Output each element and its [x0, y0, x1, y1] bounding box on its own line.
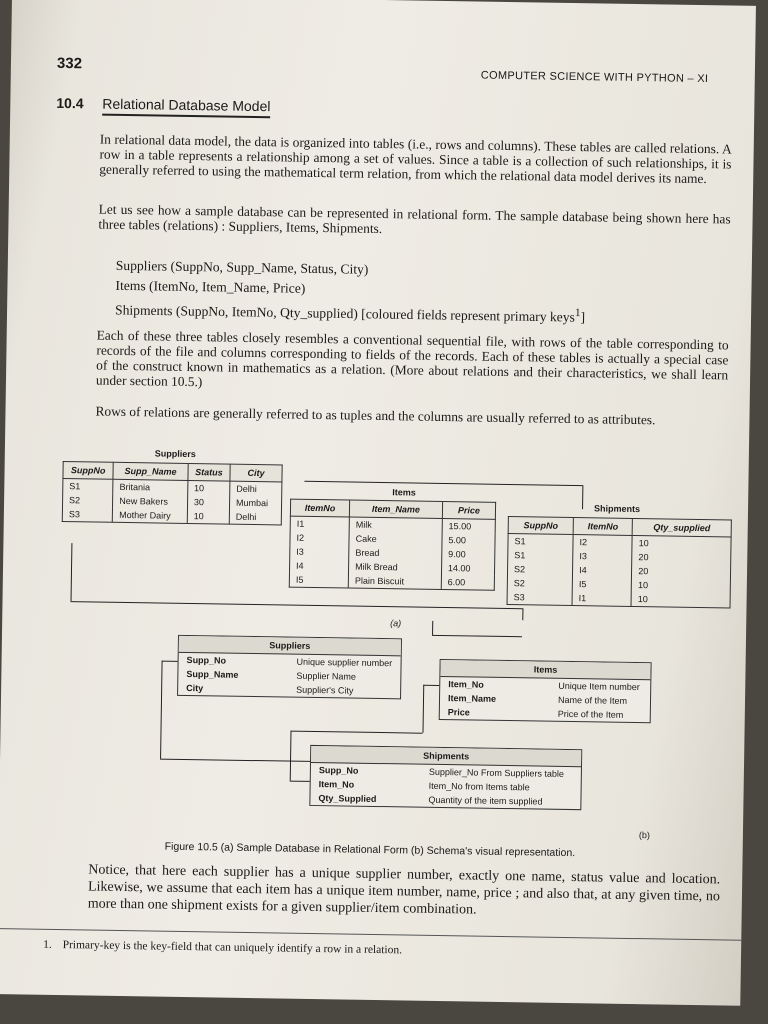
schema-field-name: Price: [447, 707, 470, 718]
schema-field-name: Supp_No: [318, 765, 359, 776]
suppliers-cell: 10: [187, 480, 229, 495]
suppliers-cell: Britania: [113, 479, 188, 495]
section-title: Relational Database Model: [102, 96, 270, 119]
schema-items-box: Items Item_No Unique Item number Item_Name Name of the Item Price Price of the Item: [439, 659, 652, 723]
schema-field-description: Supplier Name: [296, 670, 356, 682]
suppliers-header-cell: Supp_Name: [113, 462, 188, 480]
items-cell: 9.00: [442, 547, 495, 562]
items-row: [289, 573, 494, 591]
footnote: 1. Primary-key is the key-field that can uniquely identify a row in a relation.: [43, 938, 403, 957]
shipments-cell: I5: [572, 577, 631, 592]
items-cell: Milk Bread: [349, 560, 442, 575]
schema-field-name: Item_No: [318, 779, 355, 790]
suppliers-cell: Delhi: [230, 481, 282, 496]
section-number: 10.4: [56, 94, 84, 112]
schema-field-name: Supp_Name: [186, 668, 239, 680]
connector-line: [71, 601, 523, 609]
items-cell: Milk: [349, 517, 442, 533]
items-cell: I1: [290, 516, 349, 531]
suppliers-cell: S2: [62, 493, 112, 508]
shipments-cell: I2: [573, 535, 632, 550]
schema-field-description: Supplier's City: [296, 684, 354, 696]
relation-list: [115, 256, 586, 328]
shipments-table: [507, 516, 732, 609]
items-cell: Plain Biscuit: [348, 574, 441, 590]
suppliers-cell: New Bakers: [113, 494, 188, 509]
shipments-cell: 10: [632, 535, 731, 551]
items-cell: 14.00: [441, 561, 494, 576]
connector-line: [304, 481, 582, 486]
suppliers-table-caption: Suppliers: [154, 448, 196, 460]
paragraph-tuples: Rows of relations are generally referred to as tuples and the columns are usually referred to as attributes.: [95, 403, 656, 428]
schema-field-name: Supp_No: [186, 654, 227, 666]
items-cell: 15.00: [442, 518, 495, 533]
figure-caption: Figure 10.5 (a) Sample Database in Relational Form (b) Schema's visual representation.: [164, 840, 576, 860]
schema-shipments-field-row: [310, 791, 580, 809]
items-cell: Cake: [349, 532, 442, 547]
shipments-cell: 10: [631, 592, 730, 608]
relation-suppliers: Suppliers (SuppNo, Supp_Name, Status, City): [115, 257, 369, 277]
items-header-cell: Price: [442, 501, 495, 519]
connector-line: [162, 661, 178, 662]
connector-line: [71, 543, 73, 601]
shipments-row: [507, 590, 730, 608]
figure-label-b: (b): [638, 830, 650, 841]
shipments-cell: I1: [572, 591, 631, 606]
items-cell: I3: [290, 545, 349, 560]
schema-suppliers-box: Suppliers Supp_No Unique supplier number Supp_Name Supplier Name City Supplier's City: [177, 635, 402, 700]
items-cell: I4: [289, 559, 348, 574]
connector-line: [290, 781, 310, 782]
schema-field-name: Qty_Supplied: [318, 793, 377, 804]
connector-line: [290, 731, 292, 781]
schema-shipments-box: Shipments Supp_No Supplier_No From Suppliers table Item_No Item_No from Items table Qty_Supplied Quantity of the item supplied: [309, 745, 582, 810]
connector-line: [422, 685, 424, 733]
schema-field-name: Item_No: [448, 679, 484, 690]
shipments-cell: S1: [508, 534, 573, 550]
suppliers-table: [62, 461, 283, 525]
items-table-caption: Items: [392, 487, 416, 498]
items-cell: I2: [290, 531, 349, 546]
shipments-cell: I4: [573, 563, 632, 578]
paragraph-sample: Let us see how a sample database can be represented in relational form. The sample database being shown here has three tables (relations) : Suppliers, Items, Shipments.: [98, 201, 731, 236]
items-cell: Bread: [349, 546, 442, 561]
shipments-header-cell: SuppNo: [508, 517, 573, 535]
paragraph-files: Each of these three tables closely resembles a conventional sequential file, with rows of the table corresponding to records of the file and columns corresponding to fields of the records. Each of these tables is actually a special case of the construct known in mathematics as a relation. (More about relations and their characteristics, we shall learn under section 10.5.): [95, 327, 729, 390]
connector-line: [160, 661, 163, 759]
suppliers-cell: S1: [63, 479, 113, 494]
shipments-cell: 10: [631, 578, 730, 594]
relation-items: Items (ItemNo, Item_Name, Price): [115, 277, 306, 296]
connector-line: [432, 635, 522, 637]
schema-suppliers-field-row: [178, 681, 400, 698]
schema-field-description: Item_No from Items table: [428, 780, 530, 793]
figure-label-a: (a): [390, 618, 402, 629]
suppliers-cell: Delhi: [229, 510, 281, 525]
suppliers-cell: Mother Dairy: [113, 508, 188, 524]
paragraph-notice: Notice, that here each supplier has a unique supplier number, exactly one name, status value and location. Likewise, we assume that each item has a unique item number, name, price ; and also that, at any given time, no more than one shipment exists for a given supplier/item combination.: [87, 862, 721, 918]
items-table: [289, 499, 496, 591]
schema-field-description: Quantity of the item supplied: [428, 794, 543, 807]
schema-field-description: Price of the Item: [557, 708, 624, 720]
schema-items-field-row: [440, 705, 650, 722]
connector-line: [423, 685, 439, 686]
suppliers-header-cell: Status: [188, 463, 230, 481]
shipments-cell: 20: [632, 550, 731, 566]
schema-field-description: Supplier_No From Suppliers table: [428, 766, 565, 779]
suppliers-header-cell: City: [230, 464, 282, 482]
running-head: COMPUTER SCIENCE WITH PYTHON – XI: [480, 69, 709, 86]
schema-field-description: Unique supplier number: [296, 656, 393, 669]
connector-line: [522, 608, 523, 620]
connector-line: [160, 759, 310, 762]
suppliers-cell: 30: [187, 495, 229, 510]
items-header-cell: ItemNo: [290, 499, 349, 517]
shipments-header-cell: ItemNo: [573, 518, 632, 536]
items-header-cell: Item_Name: [349, 500, 442, 518]
relation-shipments: Shipments (SuppNo, ItemNo, Qty_supplied) [coloured fields represent primary keys$^1$]: [114, 302, 586, 325]
items-cell: I5: [289, 573, 348, 588]
shipments-header-cell: Qty_supplied: [632, 518, 731, 537]
shipments-cell: S3: [507, 590, 572, 606]
suppliers-cell: 10: [187, 509, 229, 524]
schema-field-description: Name of the Item: [557, 694, 628, 706]
shipments-cell: S2: [507, 576, 572, 591]
suppliers-header-cell: SuppNo: [63, 462, 114, 480]
schema-field-name: Item_Name: [447, 693, 497, 704]
shipments-cell: I3: [573, 549, 632, 564]
items-cell: 5.00: [442, 533, 495, 548]
schema-field-name: City: [186, 682, 204, 694]
shipments-table-caption: Shipments: [593, 503, 641, 515]
suppliers-row: [62, 507, 281, 525]
schema-field-description: Unique Item number: [558, 680, 640, 693]
page-number: 332: [56, 54, 83, 73]
connector-line: [290, 731, 422, 734]
suppliers-cell: Mumbai: [229, 496, 281, 511]
paragraph-intro: In relational data model, the data is organized into tables (i.e., rows and columns). These tables are called relations. A row in a table represents a relationship among a set of values. Since a table is a collection of such relationships, it is generally referred to using the mathematical term relation, from which the relational data model derives its name.: [99, 131, 732, 187]
connector-line: [432, 621, 433, 635]
shipments-cell: 20: [632, 564, 731, 580]
suppliers-cell: S3: [62, 507, 112, 522]
shipments-cell: S1: [508, 548, 573, 563]
items-cell: 6.00: [441, 575, 494, 590]
connector-line: [582, 485, 583, 509]
footnote-divider: [0, 928, 741, 941]
shipments-cell: S2: [507, 562, 572, 577]
